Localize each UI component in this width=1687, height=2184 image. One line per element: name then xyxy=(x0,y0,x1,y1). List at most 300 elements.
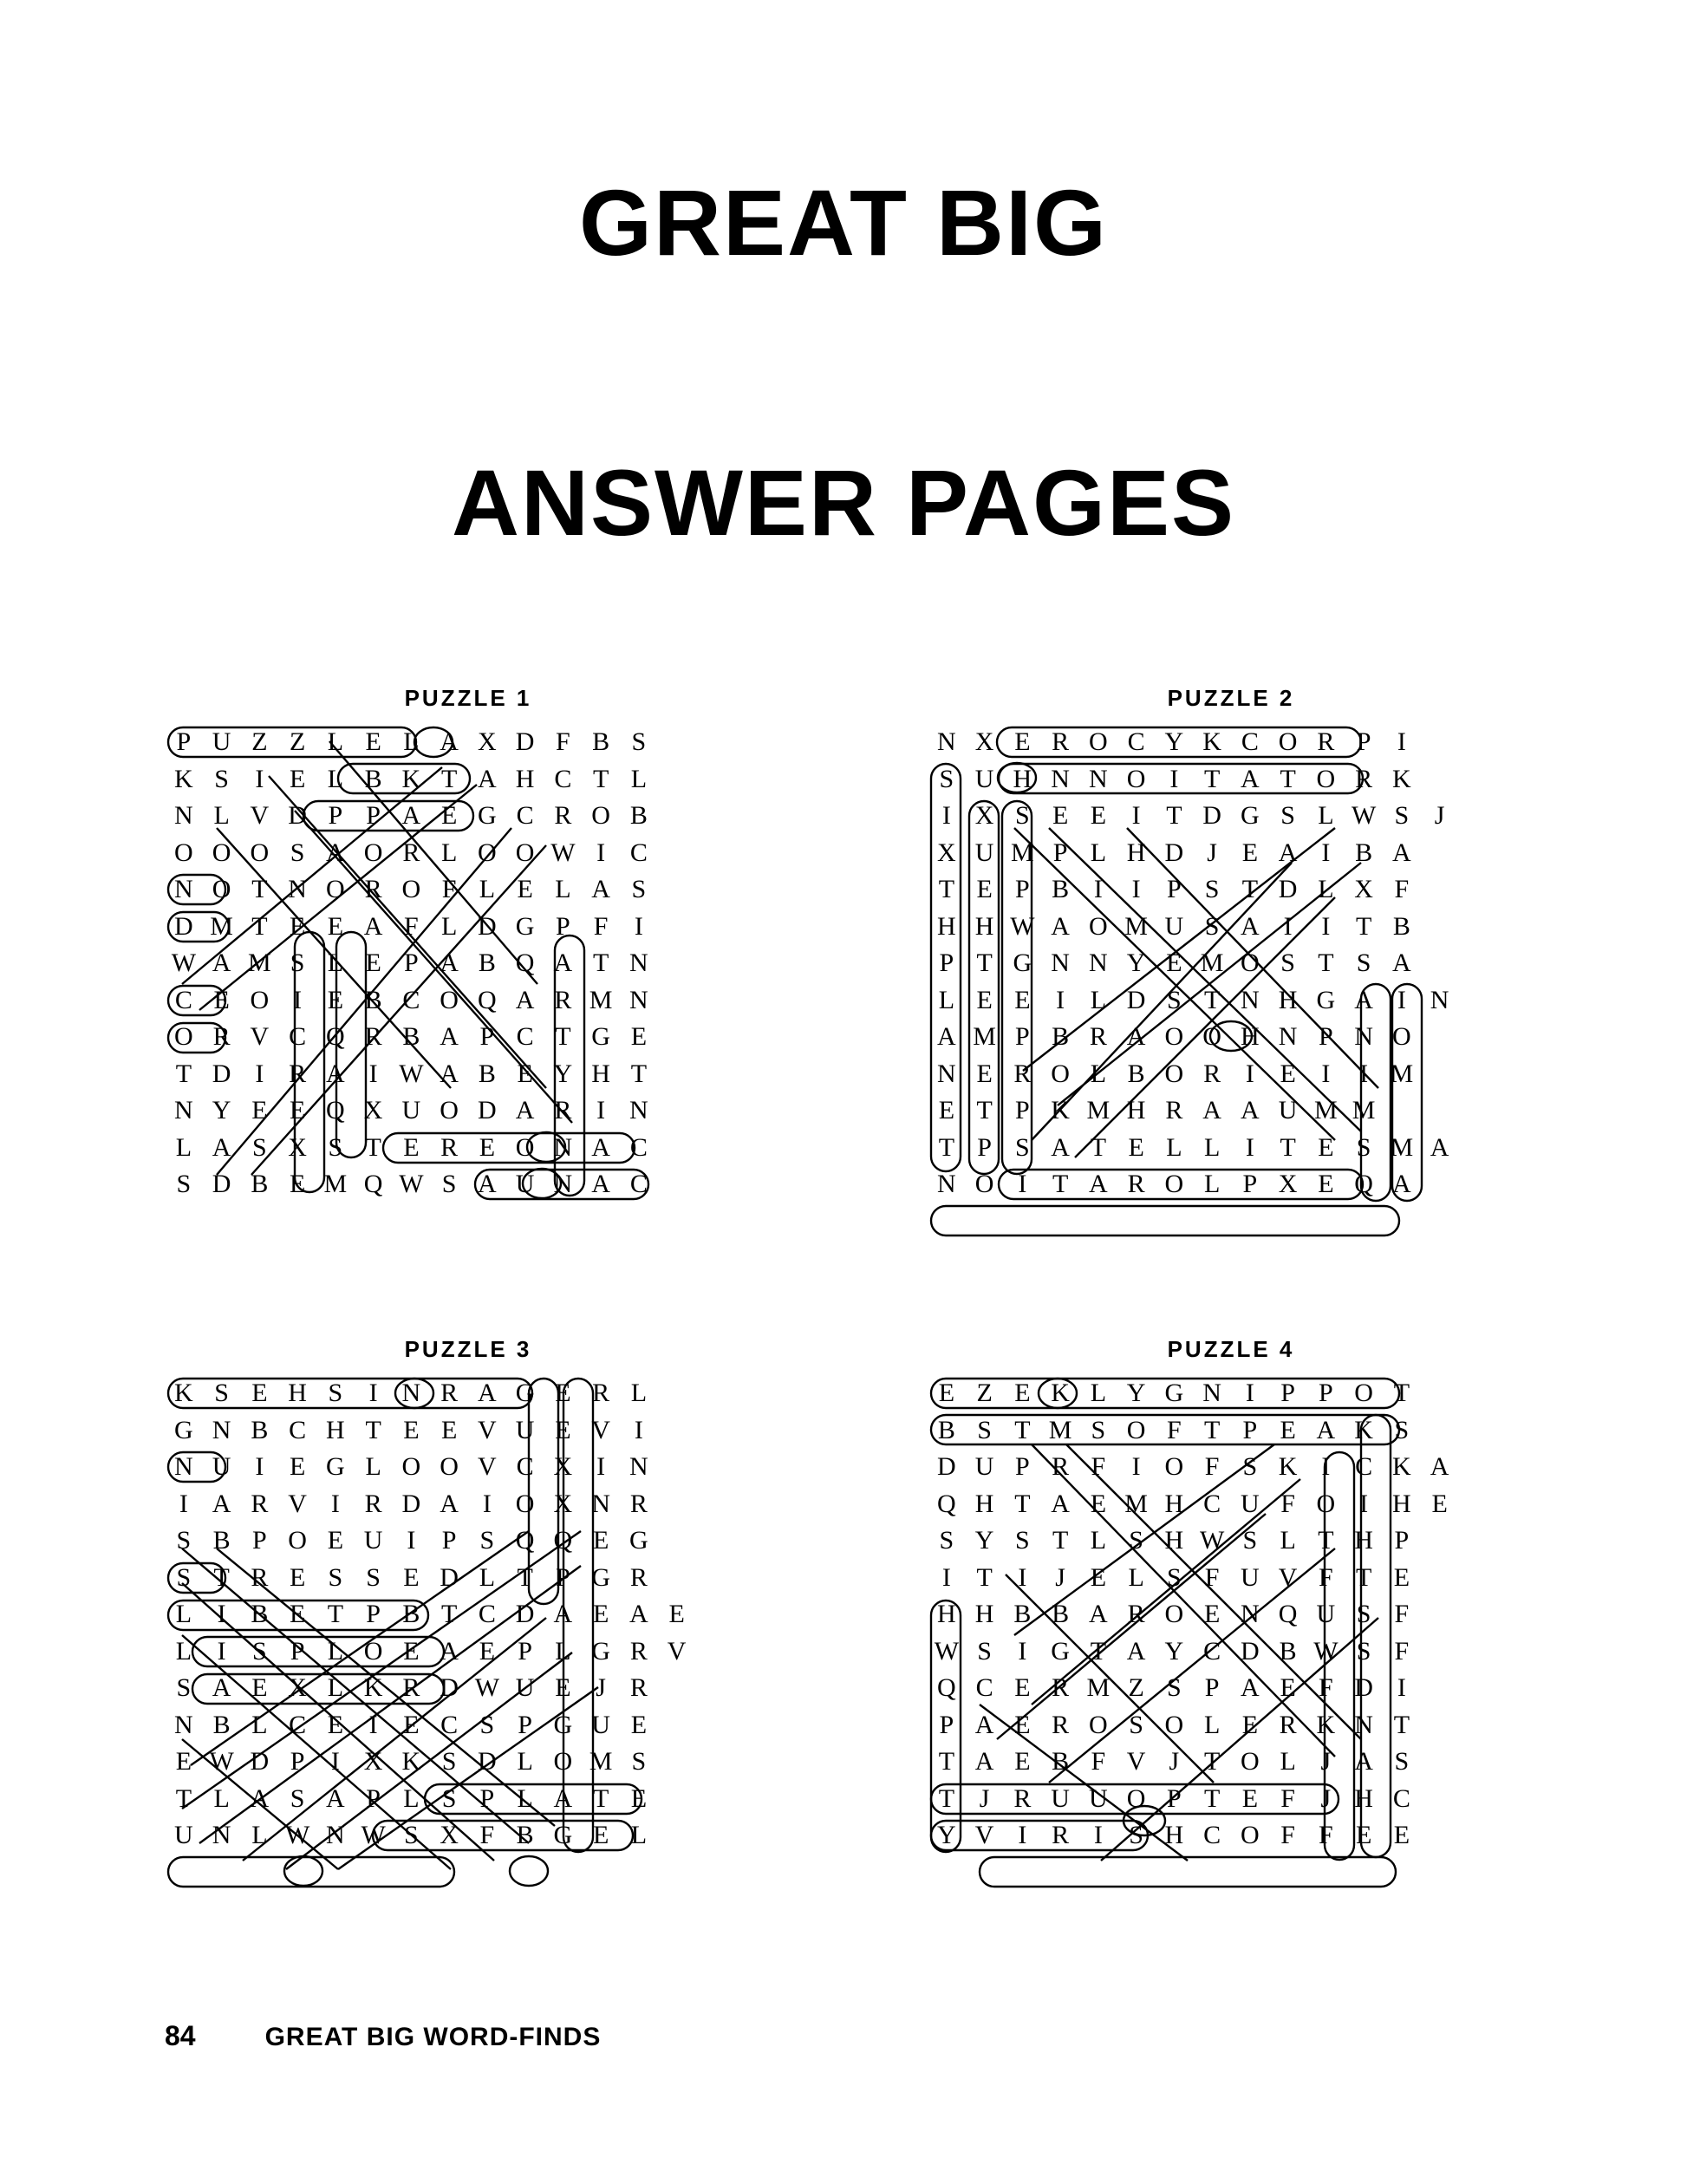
grid-cell: S xyxy=(1167,985,1182,1014)
grid-cell: D xyxy=(1164,838,1184,867)
grid-cell: I xyxy=(1397,1673,1406,1703)
grid-cell: O xyxy=(363,838,383,867)
grid-row xyxy=(165,1707,772,1744)
grid-cell: T xyxy=(1318,1526,1334,1555)
grid-cell: C xyxy=(516,1452,534,1482)
grid-cell: N xyxy=(1430,985,1449,1014)
grid-cell: K xyxy=(401,764,421,793)
grid-cell: B xyxy=(1052,1022,1070,1052)
grid-cell: N xyxy=(1202,1379,1221,1408)
grid-cell: J xyxy=(1434,801,1445,831)
grid-cell: W xyxy=(550,838,576,867)
grid-cell: A xyxy=(1278,838,1298,867)
grid-cell: N xyxy=(174,1452,193,1482)
grid-cell: A xyxy=(1354,1747,1373,1777)
grid-cell: L xyxy=(327,1673,344,1703)
grid-cell: I xyxy=(1397,985,1406,1014)
grid-cell: L xyxy=(517,1783,533,1813)
grid-cell: T xyxy=(1052,1526,1069,1555)
grid-cell: S xyxy=(328,1379,343,1408)
grid-cell: C xyxy=(289,1022,307,1052)
grid-row xyxy=(928,798,1534,835)
grid-cell: I xyxy=(179,1489,188,1518)
grid-cell: U xyxy=(212,1452,231,1482)
grid-cell: R xyxy=(629,1562,648,1592)
grid-cell: E xyxy=(327,985,344,1014)
grid-cell: A xyxy=(440,727,459,757)
grid-cell: L xyxy=(365,1452,381,1482)
grid-cell: E xyxy=(1014,727,1031,757)
grid-cell: L xyxy=(1090,1059,1107,1088)
grid-cell: S xyxy=(1356,1132,1371,1162)
grid-cell: D xyxy=(250,1747,270,1777)
grid-cell: U xyxy=(1241,1562,1260,1592)
grid-cell: I xyxy=(368,1710,378,1739)
grid-cell: S xyxy=(176,1526,192,1555)
grid-cell: A xyxy=(1392,949,1411,978)
grid-cell: X xyxy=(440,1821,459,1850)
grid-cell: Q xyxy=(1354,1170,1373,1199)
grid-cell: O xyxy=(1354,1379,1373,1408)
grid-cell: T xyxy=(175,1783,192,1813)
grid-cell: H xyxy=(1164,1526,1184,1555)
grid-cell: Q xyxy=(1278,1600,1298,1629)
grid-cell: H xyxy=(1392,1489,1411,1518)
grid-cell: N xyxy=(629,1096,648,1125)
grid-cell: O xyxy=(1126,764,1146,793)
grid-cell: Z xyxy=(976,1379,993,1408)
grid-cell: O xyxy=(250,985,270,1014)
grid-cell: G xyxy=(1241,801,1260,831)
book-title: GREAT BIG WORD-FINDS xyxy=(264,2023,602,2051)
grid-cell: N xyxy=(1241,1600,1260,1629)
grid-cell: A xyxy=(326,838,345,867)
grid-cell: E xyxy=(403,1636,420,1666)
grid-cell: M xyxy=(1124,1489,1148,1518)
grid-cell: E xyxy=(938,1379,955,1408)
grid-cell: F xyxy=(1091,1452,1106,1482)
grid-cell: A xyxy=(1430,1452,1449,1482)
grid-cell: G xyxy=(326,1452,345,1482)
grid-cell: P xyxy=(252,1526,267,1555)
grid-cell: T xyxy=(327,1600,344,1629)
grid-cell: A xyxy=(1051,911,1070,941)
grid-cell: Q xyxy=(326,1022,345,1052)
grid-cell: Y xyxy=(937,1821,956,1850)
grid-cell: O xyxy=(591,801,610,831)
grid-cell: F xyxy=(1394,875,1410,904)
grid-cell: I xyxy=(1056,985,1065,1014)
grid-cell: L xyxy=(175,1132,192,1162)
grid-cell: C xyxy=(1203,1636,1221,1666)
grid-cell: M xyxy=(1314,1096,1338,1125)
grid-row xyxy=(928,1486,1534,1523)
grid-cell: P xyxy=(1319,1379,1333,1408)
grid-row xyxy=(928,1596,1534,1633)
grid-cell: H xyxy=(1164,1489,1184,1518)
grid-cell: D xyxy=(478,1747,497,1777)
grid-cell: O xyxy=(1278,727,1298,757)
grid-cell: A xyxy=(326,1059,345,1088)
grid-cell: S xyxy=(252,1132,267,1162)
grid-row xyxy=(165,1596,772,1633)
grid-row xyxy=(928,1633,1534,1671)
grid-cell: A xyxy=(1392,838,1411,867)
grid-cell: O xyxy=(250,838,270,867)
grid-cell: X xyxy=(363,1747,383,1777)
grid-cell: M xyxy=(1086,1096,1111,1125)
grid-cell: Q xyxy=(326,1096,345,1125)
grid-cell: E xyxy=(365,727,381,757)
grid-cell: L xyxy=(1203,1132,1221,1162)
puzzle-block-4 xyxy=(928,1336,1534,1965)
grid-cell: T xyxy=(976,1096,993,1125)
grid-cell: R xyxy=(554,1096,572,1125)
grid-cell: G xyxy=(1316,985,1336,1014)
grid-cell: A xyxy=(1316,1415,1336,1444)
grid-cell: A xyxy=(440,1022,459,1052)
grid-cell: A xyxy=(1202,1096,1221,1125)
grid-cell: E xyxy=(1318,1132,1334,1162)
grid-cell: T xyxy=(251,875,268,904)
grid-cell: P xyxy=(479,1022,495,1052)
grid-cell: X xyxy=(288,1673,307,1703)
grid-cell: J xyxy=(596,1673,606,1703)
grid-cell: W xyxy=(1010,911,1035,941)
grid-cell: F xyxy=(1319,1673,1333,1703)
grid-cell: R xyxy=(1355,764,1373,793)
grid-cell: H xyxy=(937,911,956,941)
grid-cell: B xyxy=(1127,1059,1145,1088)
grid-cell: R xyxy=(1127,1170,1145,1199)
grid-cell: T xyxy=(1014,1489,1031,1518)
grid-cell: A xyxy=(1241,764,1260,793)
grid-cell: H xyxy=(1013,764,1032,793)
grid-cell: M xyxy=(973,1022,996,1052)
grid-cell: R xyxy=(629,1489,648,1518)
grid-cell: V xyxy=(974,1821,994,1850)
grid-cell: S xyxy=(328,1562,343,1592)
grid-cell: Q xyxy=(937,1673,956,1703)
grid-cell: S xyxy=(214,1379,229,1408)
grid-cell: T xyxy=(938,875,955,904)
grid-cell: U xyxy=(974,1452,994,1482)
grid-cell: B xyxy=(251,1600,269,1629)
grid-cell: C xyxy=(1203,1821,1221,1850)
grid-cell: M xyxy=(1390,1059,1414,1088)
grid-cell: O xyxy=(288,1526,307,1555)
grid-cell: U xyxy=(1051,1783,1070,1813)
grid-cell: U xyxy=(974,764,994,793)
grid-cell: E xyxy=(1393,1821,1410,1850)
grid-cell: C xyxy=(516,801,534,831)
grid-cell: S xyxy=(479,1710,495,1739)
grid-cell: R xyxy=(554,801,572,831)
grid-cell: U xyxy=(515,1170,535,1199)
grid-cell: O xyxy=(1126,1783,1146,1813)
grid-cell: O xyxy=(515,1489,535,1518)
grid-cell: S xyxy=(1129,1710,1143,1739)
grid-cell: S xyxy=(176,1562,192,1592)
grid-cell: K xyxy=(1316,1710,1336,1739)
grid-cell: S xyxy=(290,949,305,978)
grid-cell: H xyxy=(288,1379,307,1408)
grid-cell: N xyxy=(1354,1022,1373,1052)
grid-cell: M xyxy=(210,911,233,941)
grid-cell: T xyxy=(630,1059,648,1088)
grid-row xyxy=(928,1056,1534,1093)
grid-cell: K xyxy=(1392,764,1411,793)
grid-cell: O xyxy=(174,1022,193,1052)
grid-cell: V xyxy=(250,1022,270,1052)
grid-cell: W xyxy=(399,1059,424,1088)
grid-cell: E xyxy=(976,985,993,1014)
grid-cell: F xyxy=(1280,1821,1295,1850)
grid-cell: A xyxy=(974,1747,994,1777)
grid-cell: G xyxy=(591,1636,610,1666)
grid-row xyxy=(928,835,1534,872)
grid-cell: I xyxy=(255,1059,264,1088)
grid-cell: Q xyxy=(515,1526,535,1555)
grid-cell: A xyxy=(1089,1600,1108,1629)
grid-cell: A xyxy=(212,1673,231,1703)
grid-cell: T xyxy=(440,1600,458,1629)
grid-cell: P xyxy=(290,1636,305,1666)
grid-cell: A xyxy=(1241,1673,1260,1703)
grid-cell: N xyxy=(937,727,956,757)
grid-cell: R xyxy=(592,1379,610,1408)
grid-cell: P xyxy=(1319,1022,1333,1052)
grid-cell: C xyxy=(629,1170,648,1199)
grid-cell: A xyxy=(629,1600,648,1629)
grid-cell: U xyxy=(1241,1489,1260,1518)
puzzle-grid-3 xyxy=(165,1375,772,1965)
grid-cell: D xyxy=(1126,985,1146,1014)
grid-cell: P xyxy=(366,1783,381,1813)
grid-cell: A xyxy=(974,1710,994,1739)
grid-cell: T xyxy=(1280,1132,1296,1162)
grid-cell: J xyxy=(1320,1783,1332,1813)
grid-cell: V xyxy=(667,1636,687,1666)
grid-cell: S xyxy=(1280,801,1295,831)
grid-cell: F xyxy=(593,911,609,941)
grid-cell: G xyxy=(515,911,535,941)
grid-cell: F xyxy=(1204,1452,1220,1482)
grid-cell: I xyxy=(634,911,643,941)
grid-cell: E xyxy=(289,764,306,793)
grid-cell: G xyxy=(553,1821,573,1850)
grid-row xyxy=(928,1412,1534,1450)
grid-row xyxy=(928,1744,1534,1781)
grid-cell: A xyxy=(212,949,231,978)
grid-cell: T xyxy=(592,1783,609,1813)
puzzle-grid-4 xyxy=(928,1375,1534,1965)
grid-cell: S xyxy=(441,1783,457,1813)
grid-cell: L xyxy=(327,1636,344,1666)
grid-cell: C xyxy=(289,1415,307,1444)
grid-cell: R xyxy=(289,1059,307,1088)
grid-cell: V xyxy=(1278,1562,1298,1592)
grid-cell: Q xyxy=(363,1170,383,1199)
grid-cell: E xyxy=(440,801,458,831)
grid-row xyxy=(928,1817,1534,1855)
grid-cell: C xyxy=(1127,727,1145,757)
grid-cell: E xyxy=(1280,1415,1296,1444)
grid-cell: C xyxy=(402,985,420,1014)
grid-cell: A xyxy=(250,1783,270,1813)
grid-row xyxy=(928,1130,1534,1167)
grid-cell: N xyxy=(326,1821,345,1850)
grid-cell: U xyxy=(1164,911,1184,941)
grid-cell: P xyxy=(1242,1170,1258,1199)
grid-cell: I xyxy=(1131,801,1141,831)
grid-cell: H xyxy=(1126,1096,1146,1125)
grid-cell: E xyxy=(976,875,993,904)
grid-cell: M xyxy=(1011,838,1034,867)
grid-cell: B xyxy=(1052,1747,1070,1777)
grid-cell: E xyxy=(1241,1710,1259,1739)
grid-cell: C xyxy=(1241,727,1259,757)
grid-cell: O xyxy=(1164,1710,1184,1739)
title-line-2: ANSWER PAGES xyxy=(451,450,1236,556)
grid-row xyxy=(165,1092,772,1130)
grid-cell: S xyxy=(366,1562,381,1592)
grid-cell: T xyxy=(251,911,268,941)
grid-row xyxy=(928,761,1534,799)
grid-cell: T xyxy=(1166,801,1182,831)
grid-cell: R xyxy=(402,838,420,867)
grid-cell: E xyxy=(1393,1562,1410,1592)
grid-cell: T xyxy=(1393,1379,1410,1408)
grid-cell: W xyxy=(361,1821,386,1850)
grid-cell: M xyxy=(589,985,613,1014)
grid-cell: T xyxy=(976,949,993,978)
grid-cell: E xyxy=(630,1022,648,1052)
grid-cell: L xyxy=(1090,1379,1107,1408)
grid-cell: P xyxy=(518,1636,532,1666)
grid-cell: H xyxy=(974,1600,994,1629)
grid-cell: C xyxy=(289,1710,307,1739)
grid-cell: D xyxy=(478,1096,497,1125)
grid-row xyxy=(165,1486,772,1523)
grid-cell: E xyxy=(592,1600,609,1629)
grid-cell: Q xyxy=(553,1526,573,1555)
grid-cell: S xyxy=(939,1526,954,1555)
grid-cell: E xyxy=(1203,1600,1221,1629)
grid-cell: I xyxy=(330,1489,340,1518)
grid-cell: D xyxy=(212,1059,231,1088)
grid-cell: O xyxy=(440,1096,459,1125)
grid-row xyxy=(165,835,772,872)
grid-cell: N xyxy=(1089,949,1108,978)
grid-cell: P xyxy=(290,1747,305,1777)
grid-cell: N xyxy=(174,1096,193,1125)
grid-cell: T xyxy=(1318,949,1334,978)
grid-cell: W xyxy=(284,1821,310,1850)
grid-cell: R xyxy=(1203,1059,1221,1088)
grid-cell: E xyxy=(365,949,381,978)
grid-cell: L xyxy=(327,727,344,757)
grid-row xyxy=(928,1092,1534,1130)
grid-cell: C xyxy=(1392,1783,1410,1813)
grid-cell: R xyxy=(440,1379,459,1408)
grid-cell: S xyxy=(1204,911,1220,941)
grid-cell: J xyxy=(1169,1747,1180,1777)
grid-cell: L xyxy=(403,727,420,757)
grid-cell: A xyxy=(591,1170,610,1199)
grid-cell: I xyxy=(941,801,951,831)
grid-cell: R xyxy=(554,985,572,1014)
grid-cell: F xyxy=(1280,1783,1295,1813)
grid-cell: I xyxy=(217,1636,226,1666)
grid-cell: W xyxy=(1199,1526,1225,1555)
grid-cell: T xyxy=(1203,1415,1221,1444)
grid-cell: S xyxy=(1015,1526,1030,1555)
grid-row xyxy=(928,945,1534,982)
grid-cell: P xyxy=(1394,1526,1410,1555)
grid-cell: R xyxy=(1013,1059,1032,1088)
grid-cell: I xyxy=(255,764,264,793)
grid-cell: B xyxy=(251,1170,269,1199)
grid-cell: L xyxy=(1090,838,1107,867)
puzzle-label-2: PUZZLE 2 xyxy=(1167,685,1295,711)
grid-cell: F xyxy=(1204,1562,1220,1592)
grid-cell: O xyxy=(1164,1452,1184,1482)
grid-cell: C xyxy=(554,764,572,793)
grid-cell: A xyxy=(553,1783,573,1813)
grid-cell: I xyxy=(1018,1562,1027,1592)
grid-cell: T xyxy=(938,1132,955,1162)
grid-cell: L xyxy=(1090,1526,1107,1555)
grid-cell: D xyxy=(440,1562,459,1592)
grid-cell: E xyxy=(289,1562,306,1592)
grid-cell: J xyxy=(1320,1747,1332,1777)
grid-cell: B xyxy=(1279,1636,1297,1666)
grid-row xyxy=(928,1522,1534,1560)
grid-cell: K xyxy=(363,1673,383,1703)
grid-cell: Z xyxy=(1128,1673,1144,1703)
grid-row xyxy=(165,1412,772,1450)
grid-cell: S xyxy=(252,1636,267,1666)
grid-cell: E xyxy=(403,1710,420,1739)
grid-cell: X xyxy=(1354,875,1373,904)
grid-row xyxy=(165,1130,772,1167)
grid-cell: C xyxy=(975,1673,993,1703)
grid-cell: B xyxy=(478,1059,496,1088)
grid-cell: E xyxy=(327,1526,344,1555)
grid-cell: E xyxy=(1014,1379,1031,1408)
grid-cell: K xyxy=(1051,1379,1070,1408)
grid-cell: R xyxy=(402,1673,420,1703)
grid-cell: O xyxy=(401,1452,421,1482)
grid-cell: J xyxy=(1055,1562,1065,1592)
grid-cell: I xyxy=(1397,727,1406,757)
grid-cell: S xyxy=(1129,1821,1143,1850)
grid-cell: S xyxy=(479,1526,495,1555)
grid-cell: T xyxy=(365,1415,381,1444)
grid-cell: O xyxy=(1316,764,1336,793)
grid-cell: A xyxy=(1430,1132,1449,1162)
grid-cell: R xyxy=(251,1489,269,1518)
grid-cell: B xyxy=(937,1415,955,1444)
grid-cell: S xyxy=(1356,1600,1371,1629)
grid-cell: S xyxy=(977,1415,992,1444)
grid-cell: R xyxy=(1013,1783,1032,1813)
puzzle-label-4: PUZZLE 4 xyxy=(1167,1336,1295,1362)
grid-cell: T xyxy=(1203,1783,1221,1813)
grid-cell: S xyxy=(1356,949,1371,978)
grid-cell: I xyxy=(368,1379,378,1408)
